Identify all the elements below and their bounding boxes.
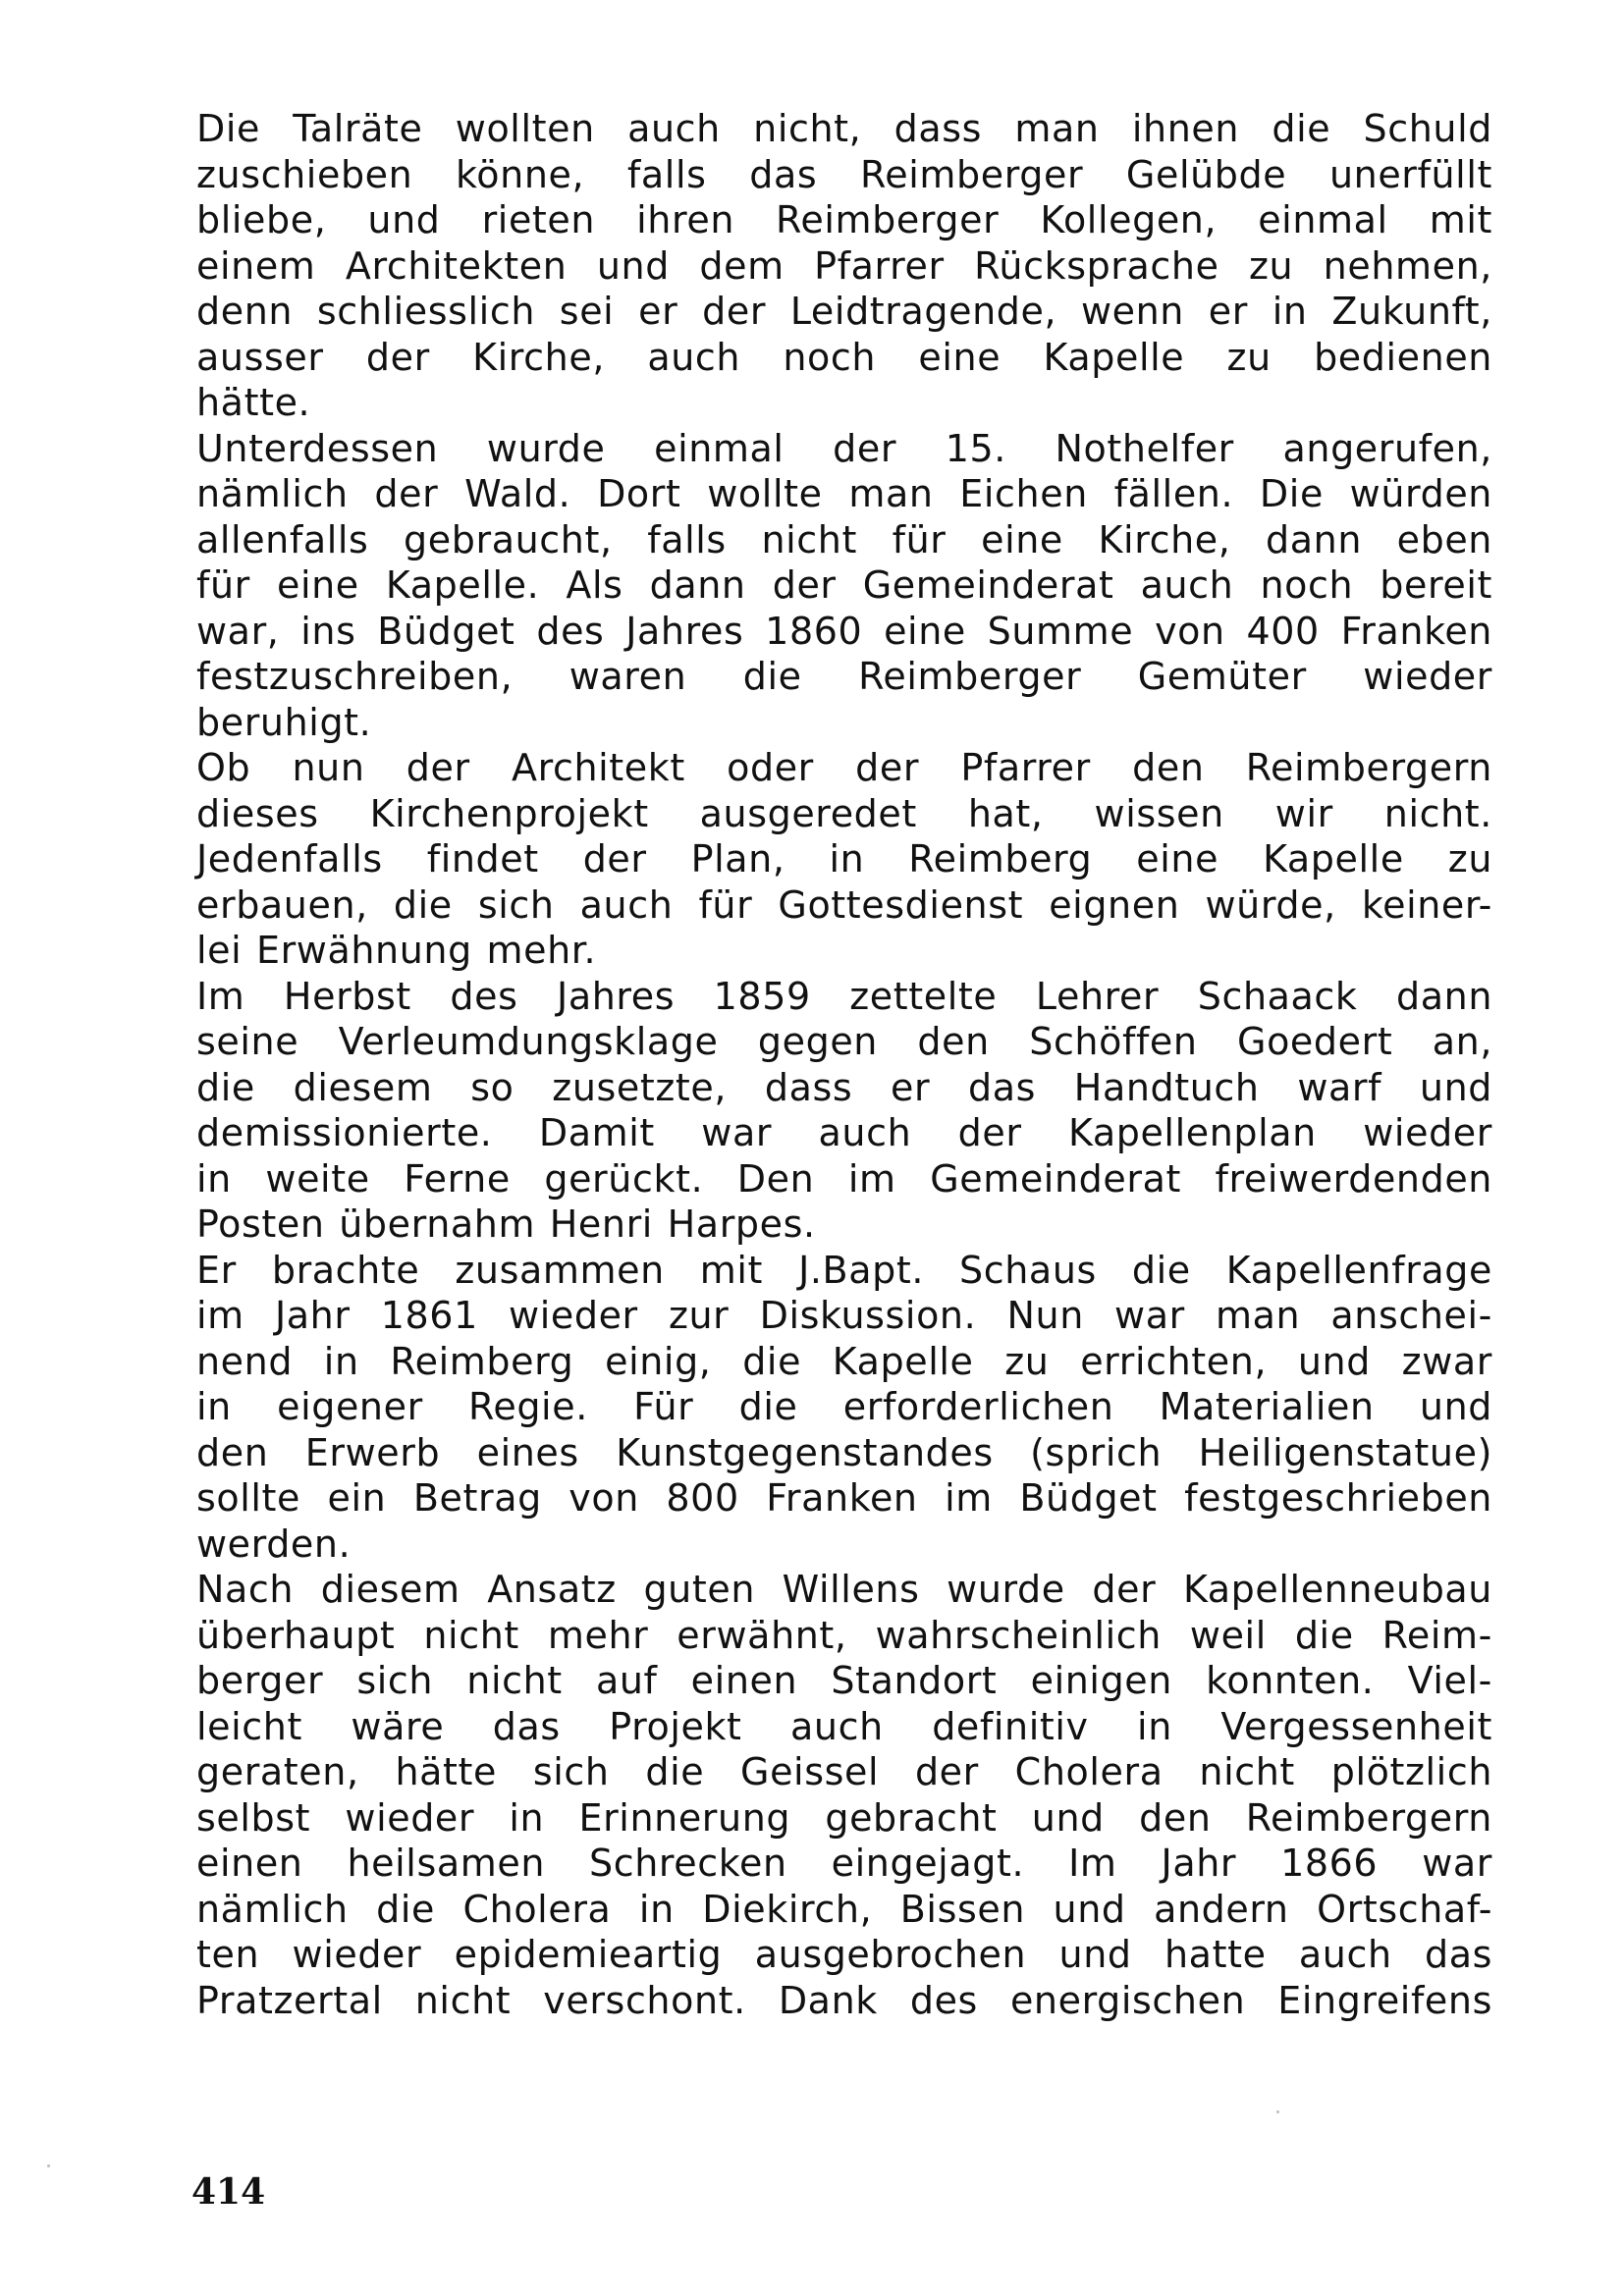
text-line: lei Erwähnung mehr. [196, 929, 597, 972]
text-line: Er brachte zusammen mit J.Bapt. Schaus die Kapellenfrage [196, 1248, 1492, 1292]
text-line: hätte. [196, 381, 311, 424]
text-line: Posten übernahm Henri Harpes. [196, 1202, 816, 1246]
text-line: sollte ein Betrag von 800 Franken im Büdget festgeschrieben [196, 1476, 1492, 1520]
text-line: einen heilsamen Schrecken eingejagt. Im Jahr 1866 war [196, 1842, 1492, 1885]
text-line: Ob nun der Architekt oder der Pfarrer den Reimbergern [196, 746, 1492, 789]
page-number: 414 [191, 2171, 266, 2213]
text-line: Jedenfalls findet der Plan, in Reimberg eine Kapelle zu [196, 837, 1492, 881]
text-line: in weite Ferne gerückt. Den im Gemeinderat freiwerdenden [196, 1156, 1492, 1201]
text-line: leicht wäre das Projekt auch definitiv in Vergessenheit [196, 1704, 1492, 1748]
text-line: beruhigt. [196, 700, 372, 744]
text-line: die diesem so zusetzte, dass er das Handtuch warf und [196, 1065, 1492, 1109]
text-line: ten wieder epidemieartig ausgebrochen und hatte auch das [196, 1933, 1492, 1976]
text-line: Die Talräte wollten auch nicht, dass man ihnen die Schuld [196, 107, 1492, 150]
text-line: bliebe, und rieten ihren Reimberger Kollegen, einmal mit [196, 198, 1492, 241]
text-line: denn schliesslich sei er der Leidtragende, wenn er in Zukunft, [196, 290, 1492, 333]
text-line: für eine Kapelle. Als dann der Gemeinderat auch noch bereit [196, 563, 1492, 607]
body-text [196, 106, 1492, 2023]
text-line: geraten, hätte sich die Geissel der Cholera nicht plötzlich [196, 1750, 1492, 1793]
text-line: seine Verleumdungsklage gegen den Schöffen Goedert an, [196, 1020, 1492, 1063]
text-line: Unterdessen wurde einmal der 15. Nothelfer angerufen, [196, 426, 1492, 470]
text-line: dieses Kirchenprojekt ausgeredet hat, wissen wir nicht. [196, 791, 1492, 835]
text-line: ausser der Kirche, auch noch eine Kapelle zu bedienen [196, 335, 1492, 379]
text-line: nämlich der Wald. Dort wollte man Eichen fällen. Die würden [196, 472, 1492, 515]
text-line: nend in Reimberg einig, die Kapelle zu errichten, und zwar [196, 1339, 1492, 1383]
text-line: selbst wieder in Erinnerung gebracht und den Reimbergern [196, 1795, 1492, 1840]
text-line: nämlich die Cholera in Diekirch, Bissen und andern Ortschaf- [196, 1887, 1492, 1931]
text-line: erbauen, die sich auch für Gottesdienst eignen würde, keiner- [196, 882, 1492, 927]
text-line: im Jahr 1861 wieder zur Diskussion. Nun war man anschei- [196, 1294, 1492, 1337]
text-line: den Erwerb eines Kunstgegenstandes (sprich Heiligenstatue) [196, 1430, 1492, 1474]
text-line: Nach diesem Ansatz guten Willens wurde der Kapellenneubau [196, 1568, 1492, 1611]
text-line: zuschieben könne, falls das Reimberger Gelübde unerfüllt [196, 152, 1492, 196]
text-line: Im Herbst des Jahres 1859 zettelte Lehrer Schaack dann [196, 974, 1492, 1018]
text-line: demissionierte. Damit war auch der Kapellenplan wieder [196, 1111, 1492, 1154]
text-line: in eigener Regie. Für die erforderlichen Materialien und [196, 1385, 1492, 1428]
scan-speck [47, 2164, 50, 2167]
text-line: berger sich nicht auf einen Standort einigen konnten. Viel- [196, 1659, 1492, 1702]
text-line: überhaupt nicht mehr erwähnt, wahrscheinlich weil die Reim- [196, 1613, 1492, 1657]
scan-speck [1276, 2110, 1279, 2113]
text-line: einem Architekten und dem Pfarrer Rücksprache zu nehmen, [196, 243, 1492, 288]
text-line: allenfalls gebraucht, falls nicht für eine Kirche, dann eben [196, 517, 1492, 561]
text-line: festzuschreiben, waren die Reimberger Gemüter wieder [196, 655, 1492, 698]
text-line: Pratzertal nicht verschont. Dank des energischen Eingreifens [196, 1978, 1492, 2022]
text-line: werden. [196, 1522, 352, 1566]
text-line: war, ins Büdget des Jahres 1860 eine Summe von 400 Franken [196, 609, 1492, 653]
